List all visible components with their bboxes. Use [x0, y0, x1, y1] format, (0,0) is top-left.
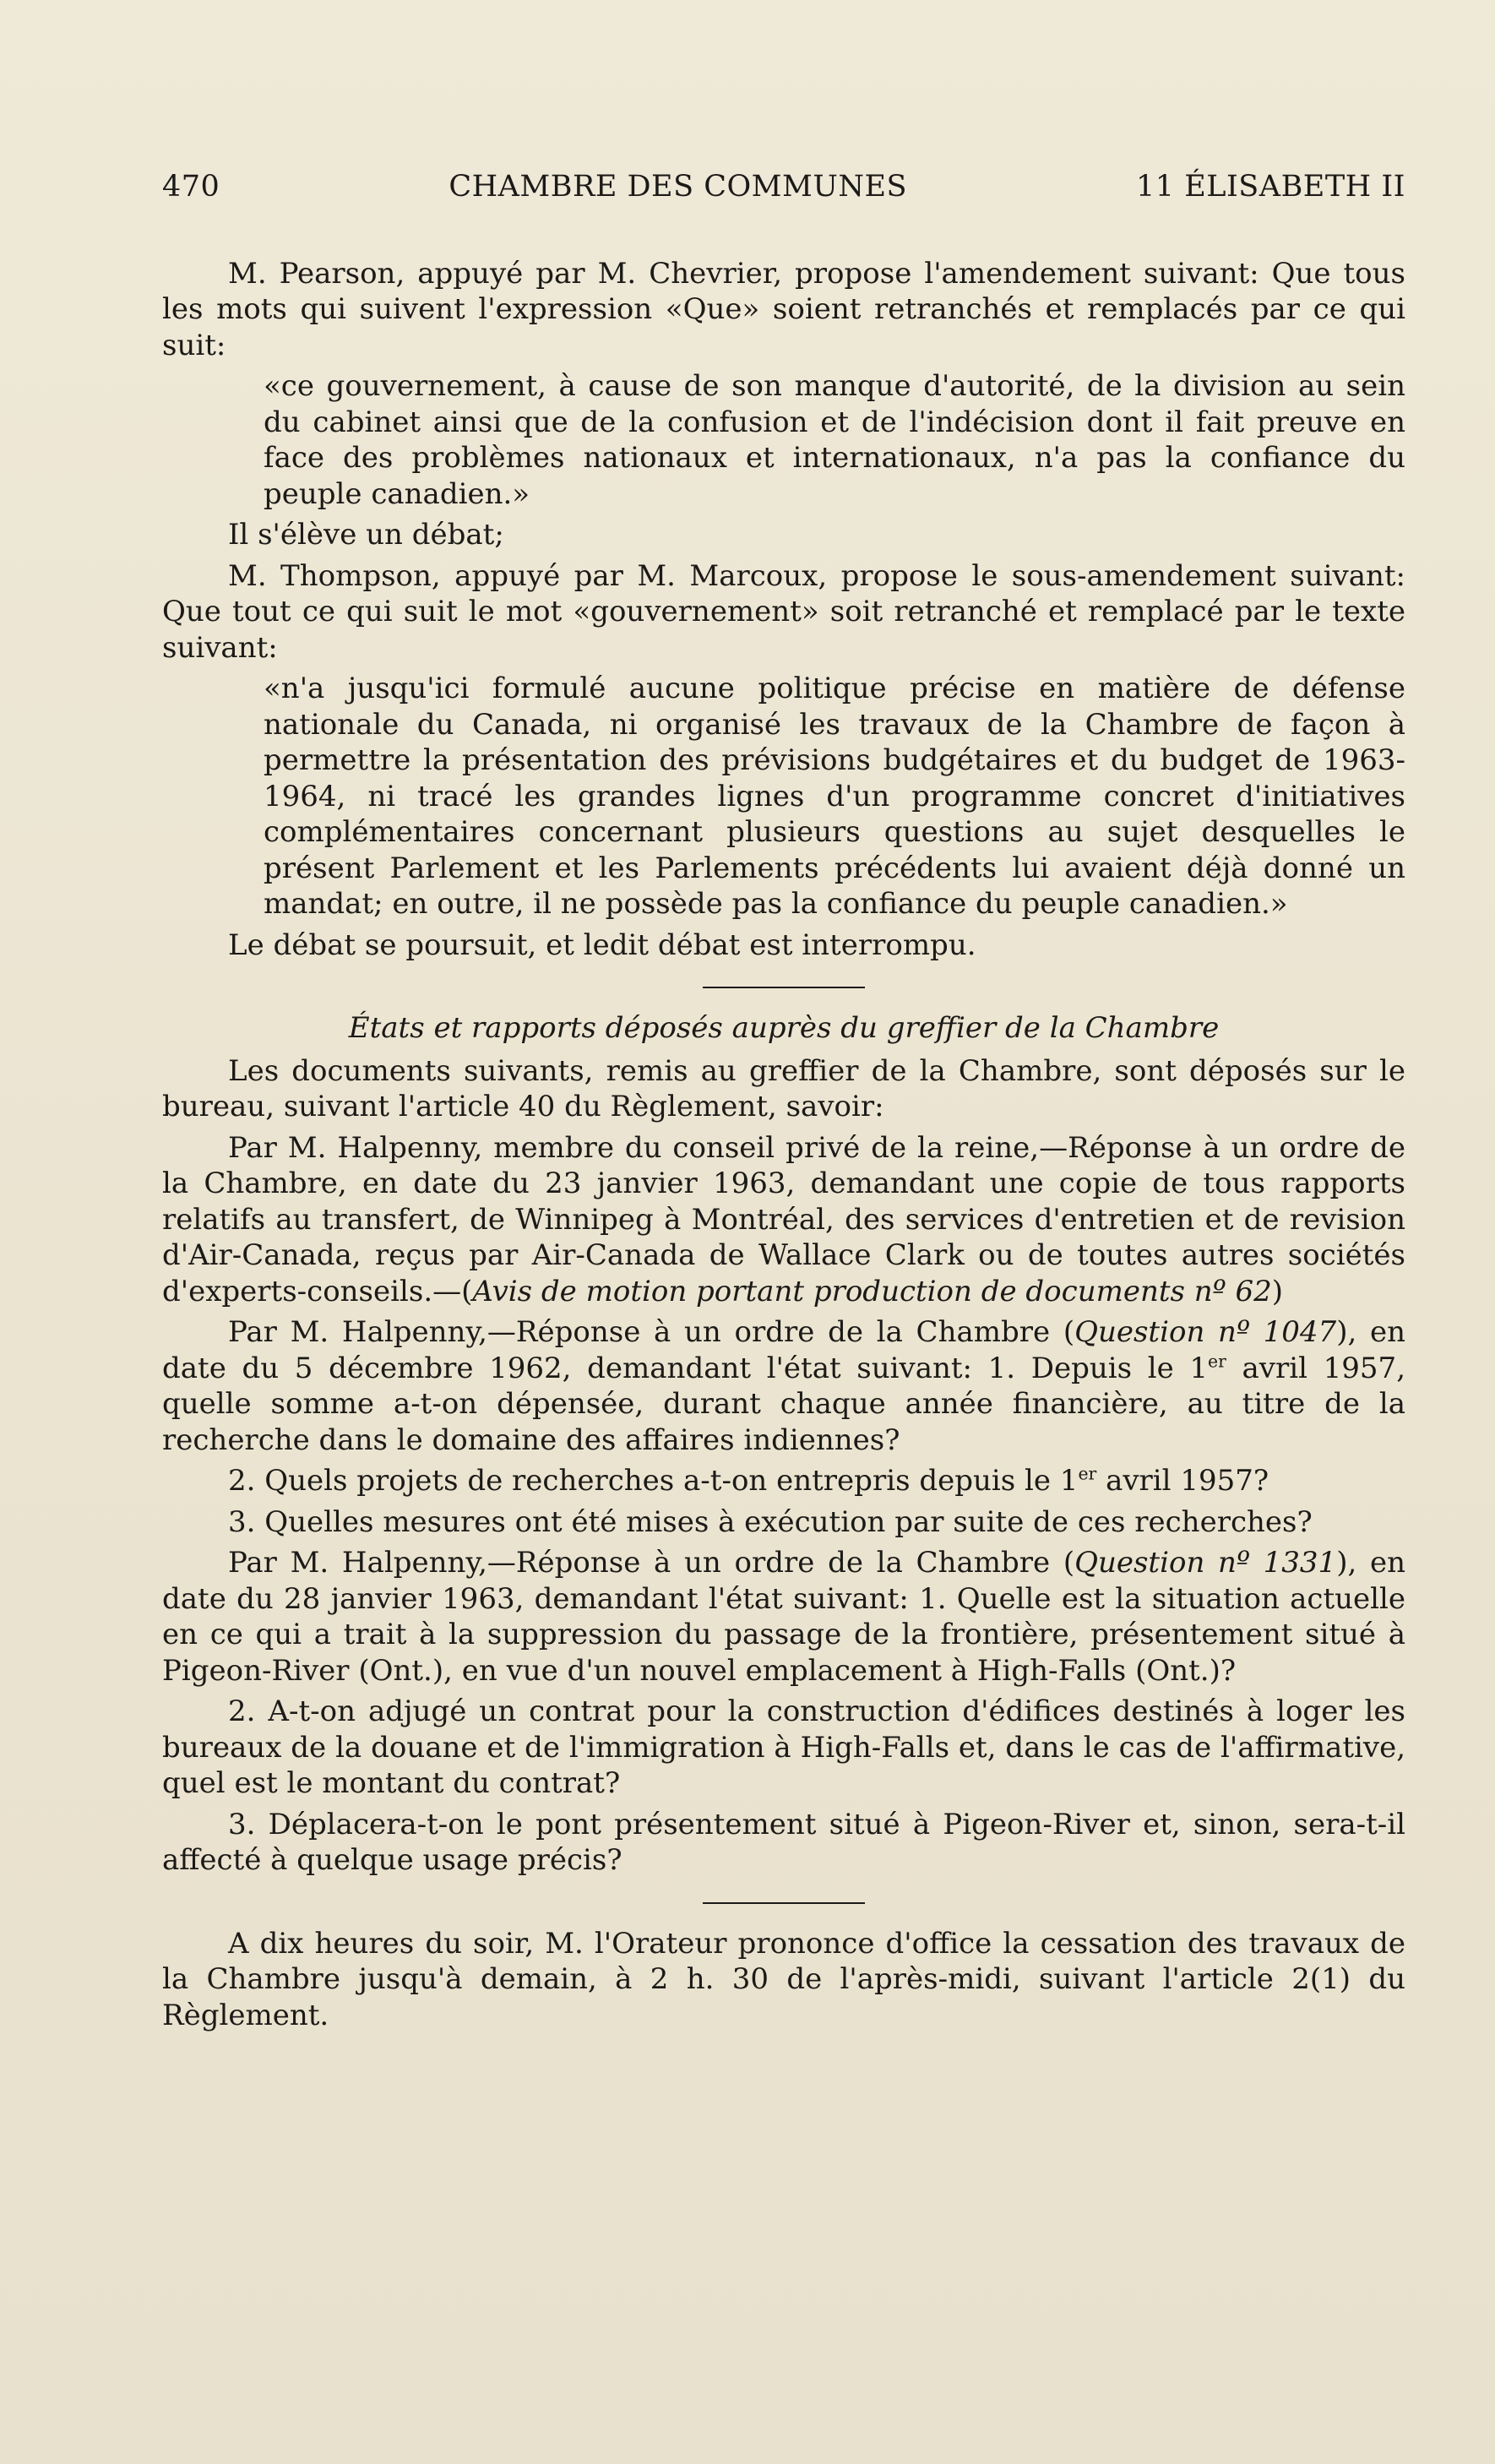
- return-item-1-close: ): [1271, 1274, 1283, 1308]
- running-header: [162, 169, 1405, 205]
- return-item-2-question-3: 3. Quelles mesures ont été mises à exécution par suite de ces recherches?: [228, 1504, 1313, 1539]
- return-item-3-question: Question nº 1331: [1074, 1546, 1337, 1580]
- return-item-2: [162, 1314, 1405, 1458]
- return-item-2-q2-sup: er: [1078, 1463, 1097, 1484]
- returns-intro: Les documents suivants, remis au greffier de la Chambre, sont déposés sur le bureau, suivant l'article 40 du Règlement, savoir:: [162, 1053, 1405, 1123]
- page-number: 470: [162, 170, 220, 204]
- return-item-2-text-b: avril 1957, quelle somme a-t-on dépensée, durant chaque année financière, au titre de la recherche dans le domaine des affaires indiennes?: [162, 1351, 1405, 1457]
- return-item-3-text: ), en date du 28 janvier 1963, demandant l'état suivant: 1. Quelle est la situation actuelle en ce qui a trait à la suppression du passage de la frontière, présentement situé à Pigeon-River (Ont.), en vue d'un nouvel emplacement à High-Falls (Ont.)?: [162, 1546, 1405, 1688]
- page-content: [162, 169, 1405, 2038]
- return-item-1: [162, 1130, 1405, 1310]
- return-item-1-text: Par M. Halpenny, membre du conseil privé de la reine,—Réponse à un ordre de la Chambre, en date du 23 janvier 1963, demandant une copie de tous rapports relatifs au transfert, de Winnipeg à Montréal, des services d'entretien et de revision d'Air-Canada, reçus par Air-Canada de Wallace Clark ou de toutes autres sociétés d'experts-conseils.—(: [162, 1130, 1405, 1308]
- thompson-motion: M. Thompson, appuyé par M. Marcoux, propose le sous-amendement suivant: Que tout ce qui suit le mot «gouvernement» soit retranché et remplacé par le texte suivant:: [162, 558, 1405, 665]
- pearson-motion: M. Pearson, appuyé par M. Chevrier, propose l'amendement suivant: Que tous les mots qui suivent l'expression «Que» soient retranchés et remplacés par ce qui suit:: [162, 256, 1405, 362]
- return-item-3: [162, 1545, 1405, 1689]
- pearson-amendment-quote: «ce gouvernement, à cause de son manque d'autorité, de la division au sein du cabinet ainsi que de la confusion et de l'indécision dont il fait preuve en face des problèmes nationaux et internationaux, n'a pas la confiance du peuple canadien.»: [264, 369, 1405, 511]
- thompson-subamendment-quote: «n'a jusqu'ici formulé aucune politique précise en matière de défense nationale du Canada, ni organisé les travaux de la Chambre de façon à permettre la présentation des prévisions budgétaires et du budget de 1963-1964, ni tracé les grandes lignes d'un programme concret d'initiatives complémentaires concernant plusieurs questions au sujet desquelles le présent Parlement et les Parlements précédents lui avaient déjà donné un mandat; en outre, il ne possède pas la confiance du peuple canadien.»: [264, 672, 1405, 921]
- section-divider: [703, 987, 865, 988]
- return-item-2-q2-text: 2. Quels projets de recherches a-t-on entrepris depuis le 1: [228, 1464, 1079, 1498]
- section-title: États et rapports déposés auprès du greffier de la Chambre: [348, 1011, 1220, 1045]
- return-item-2-question: Question nº 1047: [1074, 1315, 1337, 1349]
- return-item-2-q2-end: avril 1957?: [1096, 1464, 1269, 1498]
- debate-arises: Il s'élève un débat;: [228, 518, 504, 552]
- adjournment: A dix heures du soir, M. l'Orateur prononce d'office la cessation des travaux de la Chambre jusqu'à demain, à 2 h. 30 de l'après-midi, suivant l'article 2(1) du Règlement.: [162, 1926, 1405, 2032]
- return-item-2-question-2: [162, 1463, 1405, 1499]
- return-item-2-sup: er: [1208, 1351, 1226, 1372]
- return-item-2-prefix: Par M. Halpenny,—Réponse à un ordre de la Chambre (: [228, 1315, 1075, 1349]
- header-title: CHAMBRE DES COMMUNES: [448, 170, 908, 204]
- return-item-1-notice: Avis de motion portant production de documents nº 62: [472, 1274, 1272, 1308]
- return-item-3-question-2: 2. A-t-on adjugé un contrat pour la construction d'édifices destinés à loger les bureaux de la douane et de l'immigration à High-Falls et, dans le cas de l'affirmative, quel est le montant du contrat?: [162, 1694, 1405, 1800]
- adjournment-divider: [703, 1902, 865, 1904]
- debate-continues: Le débat se poursuit, et ledit débat est interrompu.: [228, 927, 976, 962]
- header-reign: 11 ÉLISABETH II: [1136, 170, 1405, 204]
- return-item-3-question-3: 3. Déplacera-t-on le pont présentement situé à Pigeon-River et, sinon, sera-t-il affecté à quelque usage précis?: [162, 1807, 1405, 1877]
- return-item-2-text-a: ), en date du 5 décembre 1962, demandant l'état suivant: 1. Depuis le 1: [162, 1315, 1405, 1385]
- return-item-3-prefix: Par M. Halpenny,—Réponse à un ordre de la Chambre (: [228, 1546, 1075, 1580]
